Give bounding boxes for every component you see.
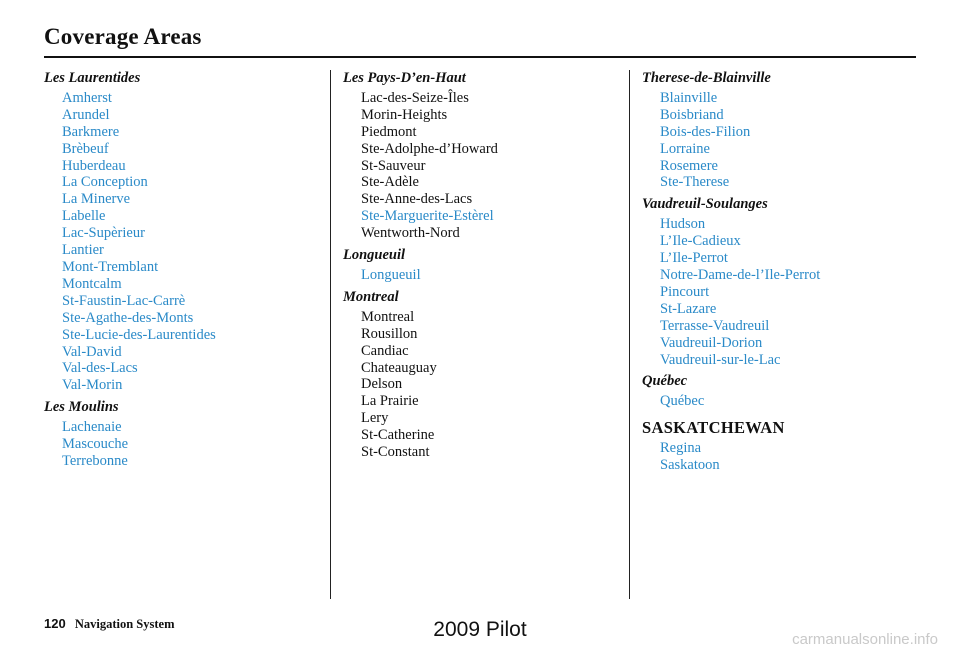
city-item: Amherst (62, 89, 112, 106)
city-item: La Prairie (361, 393, 419, 410)
city-item: Lantier (62, 242, 104, 259)
city-item: Lac-des-Seize-Îles (361, 89, 469, 106)
city-item: Wentworth-Nord (361, 225, 460, 242)
column-3 (642, 70, 922, 474)
city-item: Mont-Tremblant (62, 258, 159, 275)
city-list (660, 216, 922, 368)
region-heading: Longueuil (343, 247, 406, 264)
city-list (62, 419, 324, 470)
city-item: Morin-Heights (361, 106, 448, 123)
city-item: La Conception (62, 174, 148, 191)
city-item: St-Constant (361, 444, 430, 461)
city-item: Rosemere (660, 157, 718, 174)
city-item: Montreal (361, 308, 415, 325)
city-item: La Minerve (62, 191, 131, 208)
region-group (343, 70, 623, 208)
watermark-site: carmanualsonline.info (792, 631, 938, 648)
region-group (343, 289, 623, 461)
city-item: Ste-Lucie-des-Laurentides (62, 326, 216, 343)
region-heading: SASKATCHEWAN (642, 418, 785, 438)
region-heading: Vaudreuil-Soulanges (642, 196, 768, 213)
city-item: Val-David (62, 343, 122, 360)
city-item: Hudson (660, 216, 706, 233)
city-item: Huberdeau (62, 157, 126, 174)
city-item: Ste-Adolphe-d’Howard (361, 140, 498, 157)
city-item: Delson (361, 376, 403, 393)
city-list (361, 267, 623, 284)
city-item: Montcalm (62, 275, 122, 292)
city-item: Terrebonne (62, 452, 128, 469)
city-item: Terrasse-Vaudreuil (660, 317, 770, 334)
city-item: Lachenaie (62, 419, 122, 436)
city-item: Ste-Anne-des-Lacs (361, 191, 473, 208)
city-list (361, 309, 623, 461)
city-item: L’Ile-Cadieux (660, 233, 741, 250)
city-item: Ste-Marguerite-Estèrel (361, 208, 494, 225)
city-list (660, 440, 922, 474)
city-item: Rousillon (361, 325, 418, 342)
page-title: Coverage Areas (44, 24, 202, 49)
page-number: 120 (44, 616, 66, 631)
city-list (660, 90, 922, 191)
region-group (642, 420, 922, 474)
region-group (44, 399, 324, 470)
city-item: Ste-Adèle (361, 174, 419, 191)
city-item: Saskatoon (660, 457, 720, 474)
city-item: St-Catherine (361, 427, 435, 444)
city-item: Lorraine (660, 140, 710, 157)
city-item: Longueuil (361, 266, 421, 283)
city-item: Regina (660, 440, 702, 457)
city-item: Bois-des-Filion (660, 123, 751, 140)
city-item: Brèbeuf (62, 140, 109, 157)
column-divider-2 (629, 70, 630, 599)
city-item: Ste-Therese (660, 174, 730, 191)
city-item: Ste-Agathe-des-Monts (62, 309, 194, 326)
city-item: Candiac (361, 342, 409, 359)
title-rule (44, 56, 916, 58)
city-item: Chateauguay (361, 359, 437, 376)
footer-section: Navigation System (74, 617, 175, 631)
city-item: Vaudreuil-sur-le-Lac (660, 351, 781, 368)
city-item: Lac-Supèrieur (62, 225, 145, 242)
city-item: Barkmere (62, 123, 120, 140)
city-item: Blainville (660, 89, 718, 106)
city-item: St-Sauveur (361, 157, 426, 174)
city-list (660, 393, 922, 410)
region-heading: Montreal (343, 288, 399, 305)
region-group (642, 373, 922, 410)
region-group (44, 70, 324, 394)
region-heading: Les Laurentides (44, 70, 141, 86)
city-list (62, 90, 324, 394)
city-item: Notre-Dame-de-l’Ile-Perrot (660, 266, 821, 283)
city-item: L’Ile-Perrot (660, 250, 728, 267)
region-group (343, 225, 623, 242)
city-item: Labelle (62, 208, 106, 225)
city-item: Lery (361, 410, 389, 427)
city-item: Piedmont (361, 123, 417, 140)
city-item: St-Faustin-Lac-Carrè (62, 292, 186, 309)
city-item: Vaudreuil-Dorion (660, 334, 763, 351)
city-item: Val-des-Lacs (62, 360, 138, 377)
region-heading: Les Moulins (44, 399, 119, 416)
region-heading: Québec (642, 373, 688, 390)
city-item: Québec (660, 393, 705, 410)
region-heading: Therese-de-Blainville (642, 70, 771, 86)
watermark-model: 2009 Pilot (433, 618, 527, 641)
city-list (361, 208, 623, 225)
city-item: St-Lazare (660, 300, 717, 317)
region-group (642, 196, 922, 368)
region-group (343, 208, 623, 225)
city-item: Arundel (62, 106, 110, 123)
city-item: Pincourt (660, 283, 710, 300)
city-list (361, 225, 623, 242)
region-group (642, 70, 922, 191)
column-2 (343, 70, 623, 461)
city-list (361, 90, 623, 208)
column-1 (44, 70, 324, 470)
column-divider-1 (330, 70, 331, 599)
city-item: Boisbriand (660, 106, 724, 123)
city-item: Val-Morin (62, 377, 123, 394)
region-heading: Les Pays-D’en-Haut (343, 70, 466, 86)
region-group (343, 247, 623, 284)
city-item: Mascouche (62, 436, 129, 453)
